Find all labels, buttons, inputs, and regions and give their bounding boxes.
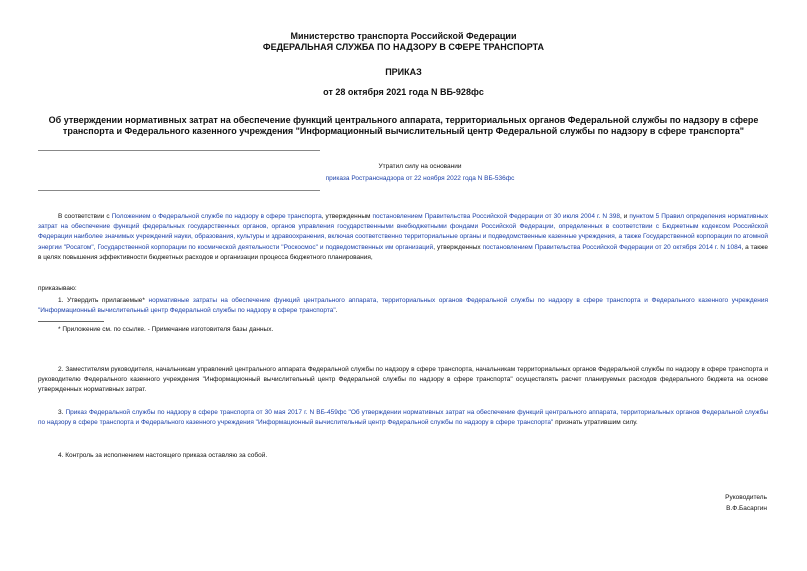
repealed-order-link[interactable]: Приказ Федеральной службы по надзору в сфере транспорта от 30 мая 2017 г. N ВБ-459фс "Об утверждении нормативных затрат на обеспечение функций центрального аппарата, территориальных органов Федеральной службы по надзору в сфере транспорта и Федерального казенного учреждения "Информационный вычислительный центр Федеральной службы по надзору в сфере транспорта" bbox=[38, 409, 768, 427]
repeal-link[interactable]: приказа Ространснадзора от 22 ноября 2022 года N ВБ-536фс bbox=[325, 175, 515, 182]
signature-block bbox=[725, 492, 767, 514]
preamble-paragraph bbox=[38, 212, 768, 263]
order-word: приказываю: bbox=[38, 285, 77, 292]
separator-line bbox=[38, 150, 320, 151]
repeal-note bbox=[270, 161, 570, 185]
doc-title: Об утверждении нормативных затрат на обеспечение функций центрального аппарата, территориальных органов Федеральной службы по надзору в сфере транспорта и Федерального казенного учреждения "Информационный вычислительный центр Федеральной службы по надзору в сфере транспорта" bbox=[48, 115, 759, 136]
item-3 bbox=[38, 408, 768, 428]
doc-date-number: от 28 октября 2021 года N ВБ-928фс bbox=[323, 87, 484, 97]
ministry-name: Министерство транспорта Российской Федерации bbox=[290, 31, 517, 41]
text: , утвержденных bbox=[433, 243, 483, 251]
footnote: * Приложение см. по ссылке. - Примечание изготовителя базы данных. bbox=[58, 326, 274, 333]
text: , и bbox=[619, 213, 630, 220]
separator-line bbox=[38, 190, 320, 191]
text: . bbox=[335, 307, 338, 315]
doc-type: ПРИКАЗ bbox=[385, 67, 422, 77]
text: , а также в целях повышения эффективности бюджетных расходов и организации процесса бюджетного планирования, bbox=[38, 243, 768, 261]
normative-costs-link[interactable]: нормативные затраты на обеспечение функций центрального аппарата, территориальных органов Федеральной службы по надзору в сфере транспорта и Федерального казенного учреждения "Информационный вычислительный центр Федеральной службы по надзору в сфере транспорта" bbox=[38, 297, 768, 315]
decree-1084-link[interactable]: постановлением Правительства Российской Федерации от 20 октября 2014 г. N 1084 bbox=[482, 243, 742, 251]
signatory-position: Руководитель bbox=[725, 494, 767, 501]
text: 3. bbox=[58, 409, 66, 416]
item-4: 4. Контроль за исполнением настоящего приказа оставляю за собой. bbox=[58, 452, 268, 459]
service-name: ФЕДЕРАЛЬНАЯ СЛУЖБА ПО НАДЗОРУ В СФЕРЕ ТРАНСПОРТА bbox=[262, 42, 545, 52]
text: В соответствии с bbox=[58, 213, 112, 220]
text: 1. Утвердить прилагаемые* bbox=[58, 297, 149, 304]
repeal-text: Утратил силу на основании bbox=[378, 163, 462, 170]
text: , утвержденным bbox=[321, 213, 373, 220]
signatory-name: В.Ф.Басаргин bbox=[726, 505, 767, 512]
footnote-separator bbox=[38, 321, 104, 322]
government-decree-link[interactable]: постановлением Правительства Российской Федерации от 30 июля 2004 г. N 398 bbox=[372, 213, 620, 220]
rules-link[interactable]: пунктом 5 Правил определения нормативных затрат на обеспечение функций федеральных государственных органов, органов управления государственными внебюджетными фондами Российской Федерации, определенных в соответствии с Бюджетным кодексом Российской Федерации наиболее значимых учреждений науки, образования, культуры и здравоохранения, включая соответственно территориальные органы и подведомственные казенные учреждения, а также Государственной корпорации по атомной энергии "Росатом", Государственной корпорации по космической деятельности "Роскосмос" и подведомственных им организаций bbox=[38, 213, 768, 251]
item-1 bbox=[38, 296, 768, 316]
regulation-link[interactable]: Положением о Федеральной службе по надзору в сфере транспорта bbox=[111, 213, 322, 220]
text: признать утратившим силу. bbox=[553, 419, 638, 427]
item-2: 2. Заместителям руководителя, начальникам управлений центрального аппарата Федеральной службы по надзору в сфере транспорта, начальникам территориальных органов Федеральной службы по надзору в сфере транспорта и руководителю Федерального казенного учреждения "Информационный вычислительный центр Федеральной службы по надзору в сфере транспорта" осуществлять расчет планируемых расходов федерального бюджета на основе утвержденных нормативных затрат. bbox=[38, 366, 768, 394]
